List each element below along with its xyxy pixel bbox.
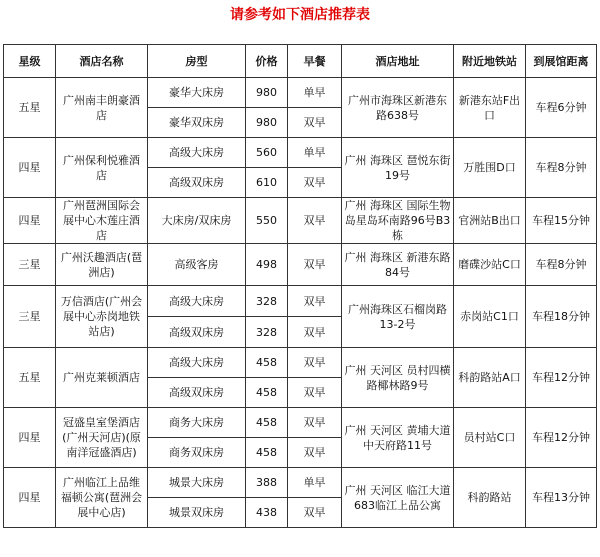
table-row xyxy=(4,198,597,244)
header-address: 酒店地址 xyxy=(342,45,454,78)
distance-cell: 车程18分钟 xyxy=(526,286,597,348)
breakfast-cell: 双早 xyxy=(288,408,342,438)
price-cell: 328 xyxy=(246,317,288,348)
header-star: 星级 xyxy=(4,45,56,78)
breakfast-cell: 双早 xyxy=(288,378,342,408)
breakfast-cell: 双早 xyxy=(288,438,342,468)
hotel-name-cell: 万信酒店(广州会展中心赤岗地铁站店) xyxy=(56,286,148,348)
header-price: 价格 xyxy=(246,45,288,78)
breakfast-cell: 双早 xyxy=(288,317,342,348)
breakfast-cell: 双早 xyxy=(288,168,342,198)
breakfast-cell: 双早 xyxy=(288,244,342,286)
price-cell: 438 xyxy=(246,498,288,528)
hotel-name-cell: 广州保利悦雅酒店 xyxy=(56,138,148,198)
breakfast-cell: 单早 xyxy=(288,138,342,168)
page-title: 请参考如下酒店推荐表 xyxy=(230,7,370,23)
metro-cell: 赤岗站C1口 xyxy=(454,286,526,348)
price-cell: 980 xyxy=(246,78,288,108)
room-type-cell: 豪华双床房 xyxy=(148,108,246,138)
breakfast-cell: 单早 xyxy=(288,468,342,498)
star-cell: 五星 xyxy=(4,348,56,408)
room-type-cell: 高级客房 xyxy=(148,244,246,286)
distance-cell: 车程6分钟 xyxy=(526,78,597,138)
distance-cell: 车程12分钟 xyxy=(526,348,597,408)
breakfast-cell: 双早 xyxy=(288,498,342,528)
star-cell: 四星 xyxy=(4,468,56,528)
hotel-name-cell: 广州琶洲国际会展中心木莲庄酒店 xyxy=(56,198,148,244)
room-type-cell: 高级双床房 xyxy=(148,378,246,408)
price-cell: 458 xyxy=(246,378,288,408)
breakfast-cell: 单早 xyxy=(288,78,342,108)
address-cell: 广州 海珠区 国际生物岛星岛环南路96号B3栋 xyxy=(342,198,454,244)
room-type-cell: 大床房/双床房 xyxy=(148,198,246,244)
table-row xyxy=(4,408,597,438)
hotel-recommendation-table xyxy=(3,44,597,528)
price-cell: 610 xyxy=(246,168,288,198)
address-cell: 广州海珠区石榴岗路13-2号 xyxy=(342,286,454,348)
address-cell: 广州市海珠区新港东路638号 xyxy=(342,78,454,138)
room-type-cell: 高级双床房 xyxy=(148,317,246,348)
header-metro: 附近地铁站 xyxy=(454,45,526,78)
distance-cell: 车程12分钟 xyxy=(526,408,597,468)
price-cell: 388 xyxy=(246,468,288,498)
header-room-type: 房型 xyxy=(148,45,246,78)
table-row xyxy=(4,138,597,168)
table-row xyxy=(4,244,597,286)
header-distance: 到展馆距离 xyxy=(526,45,597,78)
metro-cell: 磨碟沙站C口 xyxy=(454,244,526,286)
table-row xyxy=(4,468,597,498)
table-row xyxy=(4,286,597,317)
room-type-cell: 豪华大床房 xyxy=(148,78,246,108)
metro-cell: 员村站C口 xyxy=(454,408,526,468)
address-cell: 广州 天河区 员村四横路椰林路9号 xyxy=(342,348,454,408)
star-cell: 三星 xyxy=(4,244,56,286)
room-type-cell: 高级大床房 xyxy=(148,138,246,168)
address-cell: 广州 海珠区 琶悦东街19号 xyxy=(342,138,454,198)
hotel-name-cell: 广州沃趣酒店(琶洲店) xyxy=(56,244,148,286)
distance-cell: 车程13分钟 xyxy=(526,468,597,528)
price-cell: 328 xyxy=(246,286,288,317)
breakfast-cell: 双早 xyxy=(288,348,342,378)
header-hotel-name: 酒店名称 xyxy=(56,45,148,78)
price-cell: 498 xyxy=(246,244,288,286)
hotel-name-cell: 广州临江上品维福顿公寓(琶洲会展中心店) xyxy=(56,468,148,528)
address-cell: 广州 海珠区 新港东路84号 xyxy=(342,244,454,286)
address-cell: 广州 天河区 黄埔大道中天府路11号 xyxy=(342,408,454,468)
distance-cell: 车程15分钟 xyxy=(526,198,597,244)
address-cell: 广州 天河区 临江大道683临江上品公寓 xyxy=(342,468,454,528)
hotel-name-cell: 广州南丰朗豪酒店 xyxy=(56,78,148,138)
hotel-name-cell: 冠盛皇室堡酒店(广州天河店)(原南洋冠盛酒店) xyxy=(56,408,148,468)
metro-cell: 科韵路站A口 xyxy=(454,348,526,408)
room-type-cell: 高级大床房 xyxy=(148,348,246,378)
header-row xyxy=(4,45,597,78)
table-row xyxy=(4,78,597,108)
price-cell: 560 xyxy=(246,138,288,168)
breakfast-cell: 双早 xyxy=(288,198,342,244)
room-type-cell: 商务大床房 xyxy=(148,408,246,438)
breakfast-cell: 双早 xyxy=(288,108,342,138)
header-breakfast: 早餐 xyxy=(288,45,342,78)
star-cell: 五星 xyxy=(4,78,56,138)
distance-cell: 车程8分钟 xyxy=(526,138,597,198)
metro-cell: 万胜围D口 xyxy=(454,138,526,198)
star-cell: 四星 xyxy=(4,198,56,244)
hotel-name-cell: 广州克莱顿酒店 xyxy=(56,348,148,408)
room-type-cell: 商务双床房 xyxy=(148,438,246,468)
room-type-cell: 高级大床房 xyxy=(148,286,246,317)
distance-cell: 车程8分钟 xyxy=(526,244,597,286)
metro-cell: 科韵路站 xyxy=(454,468,526,528)
breakfast-cell: 双早 xyxy=(288,286,342,317)
price-cell: 458 xyxy=(246,408,288,438)
price-cell: 458 xyxy=(246,438,288,468)
table-row xyxy=(4,348,597,378)
room-type-cell: 高级双床房 xyxy=(148,168,246,198)
room-type-cell: 城景双床房 xyxy=(148,498,246,528)
price-cell: 458 xyxy=(246,348,288,378)
star-cell: 四星 xyxy=(4,408,56,468)
price-cell: 550 xyxy=(246,198,288,244)
room-type-cell: 城景大床房 xyxy=(148,468,246,498)
metro-cell: 官洲站B出口 xyxy=(454,198,526,244)
star-cell: 四星 xyxy=(4,138,56,198)
metro-cell: 新港东站F出口 xyxy=(454,78,526,138)
price-cell: 980 xyxy=(246,108,288,138)
star-cell: 三星 xyxy=(4,286,56,348)
